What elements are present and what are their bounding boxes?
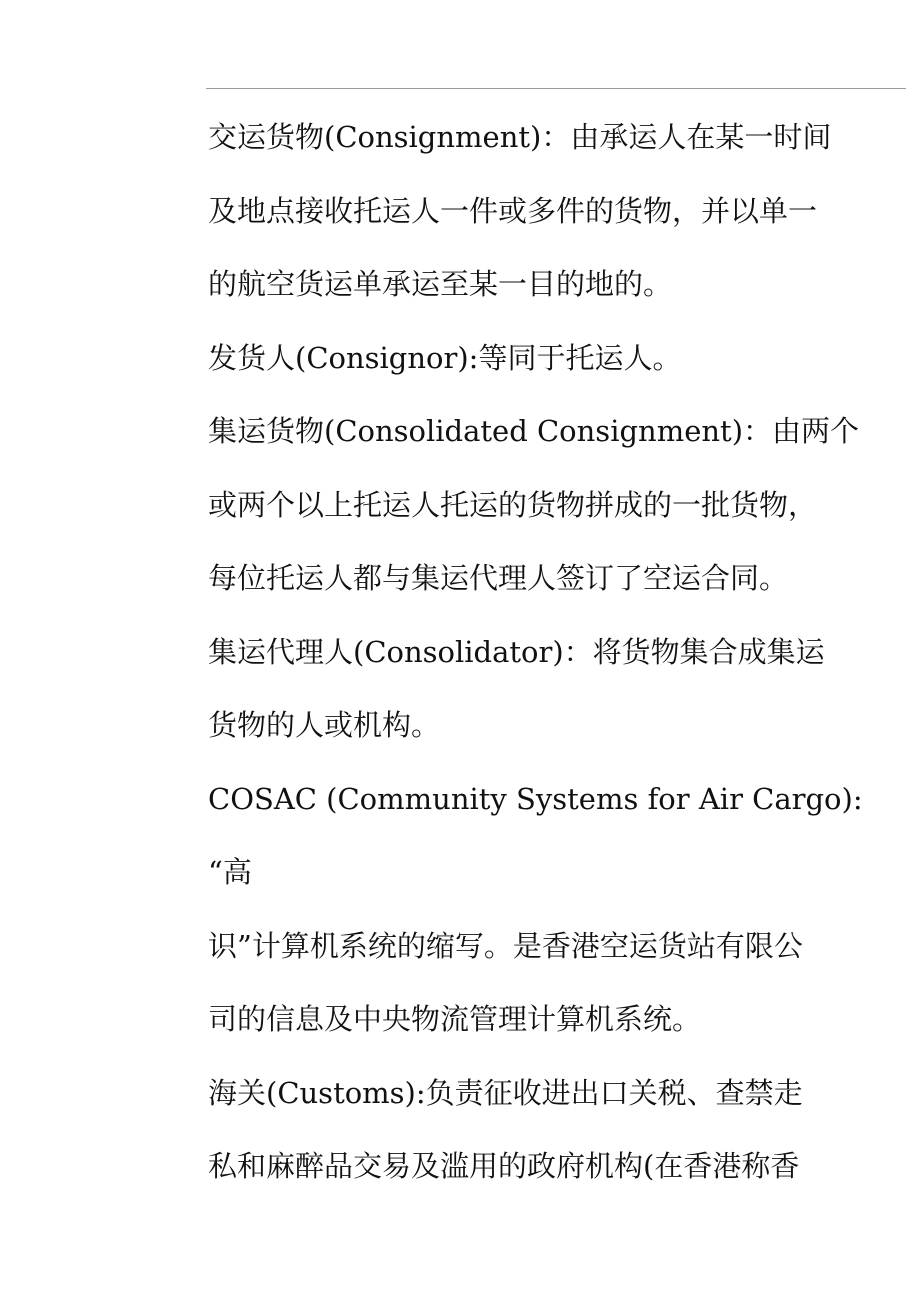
text-line: 或两个以上托运人托运的货物拼成的一批货物， xyxy=(208,487,818,522)
text-line: 交运货物(Consignment)：由承运人在某一时间 xyxy=(208,120,832,154)
text-line: “高 xyxy=(208,855,252,889)
text-line: 集运代理人(Consolidator)：将货物集合成集运 xyxy=(208,634,825,669)
text-line: 发货人(Consignor):等同于托运人。 xyxy=(208,340,682,375)
text-line: COSAC (Community Systems for Air Cargo): xyxy=(208,781,863,816)
text-line: 司的信息及中央物流管理计算机系统。 xyxy=(208,1002,702,1036)
header-rule xyxy=(206,88,906,89)
text-line: 识”计算机系统的缩写。是香港空运货站有限公 xyxy=(208,928,803,963)
text-line: 集运货物(Consolidated Consignment)：由两个 xyxy=(208,414,860,448)
document-body xyxy=(208,101,898,1204)
text-line: 每位托运人都与集运代理人签订了空运合同。 xyxy=(208,561,789,595)
text-line: 私和麻醉品交易及滥用的政府机构(在香港称香 xyxy=(208,1149,800,1183)
text-line: 的航空货运单承运至某一目的地的。 xyxy=(208,267,673,301)
text-line: 海关(Customs):负责征收进出口关税、查禁走 xyxy=(208,1075,803,1110)
text-line: 及地点接收托运人一件或多件的货物，并以单一 xyxy=(208,193,818,228)
text-line: 货物的人或机构。 xyxy=(208,708,441,742)
